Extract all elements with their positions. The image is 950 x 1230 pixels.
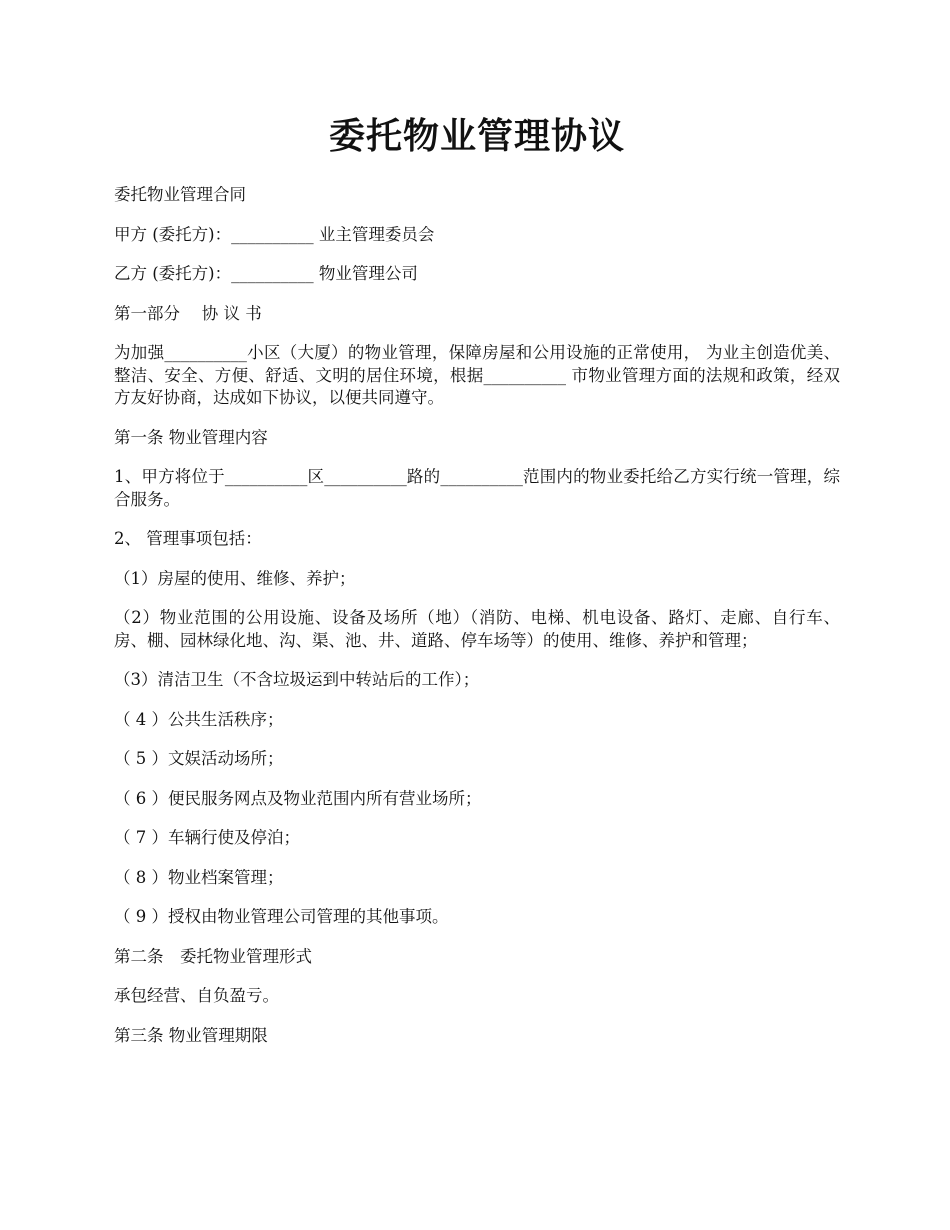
list-item-2: （2）物业范围的公用设施、设备及场所（地）（消防、电梯、机电设备、路灯、走廊、自行车、房、棚、园林绿化地、沟、渠、池、井、道路、停车场等）的使用、维修、养护和管理； [114,608,840,650]
article-1-heading: 第一条 物业管理内容 [114,427,268,447]
article-1-item-1: 1、甲方将位于__________区__________路的__________范围内的物业委托给乙方实行统一管理，综合服务。 [114,467,840,509]
list-item-1: （1）房屋的使用、维修、养护； [114,568,356,588]
article-3-heading: 第三条 物业管理期限 [114,1025,268,1045]
list-item-7: （ 7 ）车辆行使及停泊； [114,828,300,847]
article-1-item-2: 2、 管理事项包括： [114,529,262,548]
document-title: 委托物业管理协议 [328,115,625,157]
list-item-3: （3）清洁卫生（不含垃圾运到中转站后的工作）； [114,670,480,689]
article-2-body: 承包经营、自负盈亏。 [114,986,279,1005]
list-item-6: （ 6 ）便民服务网点及物业范围内所有营业场所； [114,788,482,808]
list-item-5: （ 5 ）文娱活动场所； [114,749,284,768]
paragraph-intro: 为加强__________小区（大厦）的物业管理，保障房屋和公用设施的正常使用， 为业主创造优美、整洁、安全、方便、舒适、文明的居住环境，根据__________ 市物业管理方面的法规和政策，经双方友好协商，达成如下协议，以便共同遵守。 [114,343,840,407]
article-2-heading: 第二条 委托物业管理形式 [114,946,312,966]
paragraph-contract-heading: 委托物业管理合同 [114,185,246,204]
list-item-4: （ 4 ）公共生活秩序； [114,709,284,729]
list-item-8: （ 8 ）物业档案管理； [114,867,284,887]
list-item-9: （ 9 ）授权由物业管理公司管理的其他事项。 [114,907,449,926]
paragraph-party-a: 甲方 (委托方)：__________ 业主管理委员会 [114,224,435,244]
paragraph-party-b: 乙方 (委托方)：__________ 物业管理公司 [114,264,418,283]
section-part-one: 第一部分 协 议 书 [114,303,262,323]
